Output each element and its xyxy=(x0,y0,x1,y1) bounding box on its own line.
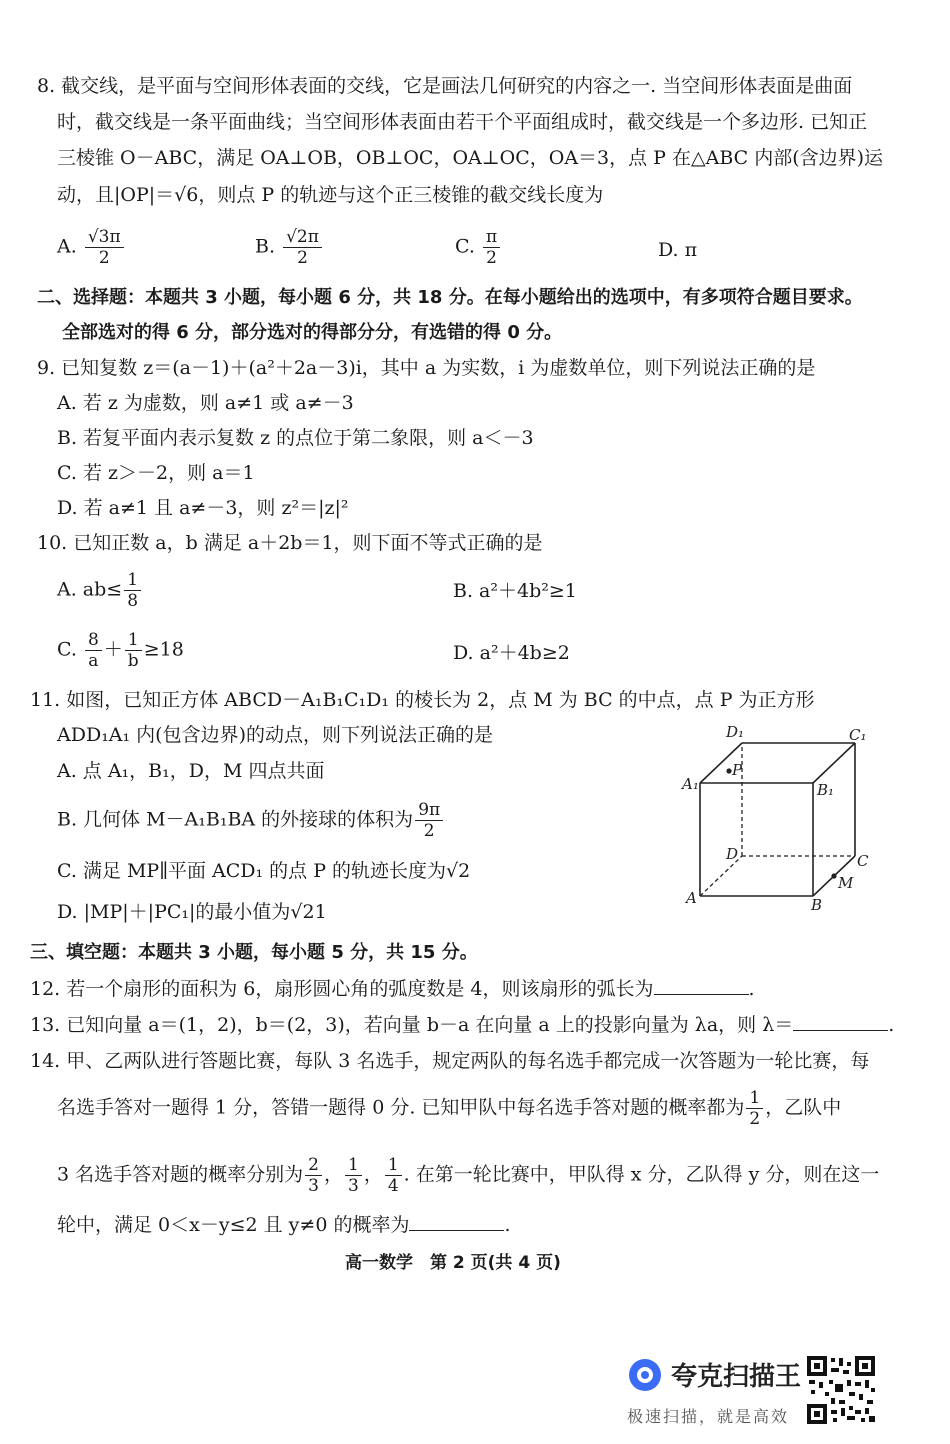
q10-option-c: C. $\frac{8}{a}$ ＋ $\frac{1}{b}$ ≥18 xyxy=(57,630,184,671)
brand-name: 夸克扫描王 xyxy=(671,1362,802,1392)
q14-line1: 14. 甲、乙两队进行答题比赛，每队 3 名选手，规定两队的每名选手都完成一次答题为一轮比赛，每 xyxy=(30,1050,870,1072)
q9-option-a: A. 若 z 为虚数，则 a≠1 或 a≠－3 xyxy=(57,392,354,414)
label-a1: A₁ xyxy=(682,775,699,793)
label-d: D xyxy=(726,845,739,863)
cube-figure xyxy=(675,718,875,918)
q10-option-d: D. a²＋4b≥2 xyxy=(453,642,570,664)
label-a: A xyxy=(686,889,697,907)
q11-option-a: A. 点 A₁，B₁，D，M 四点共面 xyxy=(57,760,325,782)
q12: 12. 若一个扇形的面积为 6，扇形圆心角的弧度数是 4，则该扇形的弧长为 . xyxy=(30,978,755,1000)
q8-line3: 三棱锥 O－ABC，满足 OA⊥OB，OB⊥OC，OA⊥OC，OA＝3，点 P 在△ABC 内部(含边界)运 xyxy=(57,147,884,169)
q11-line2: ADD₁A₁ 内(包含边界)的动点，则下列说法正确的是 xyxy=(57,724,494,746)
label-m: M xyxy=(838,874,854,892)
q8-option-a: A. $\frac{√3\pi}{2}$ xyxy=(57,227,126,268)
q9-option-c: C. 若 z＞－2，则 a＝1 xyxy=(57,462,255,484)
q8-option-c: C. $\frac{\pi}{2}$ xyxy=(455,227,502,268)
page-footer: 高一数学 第 2 页(共 4 页) xyxy=(345,1253,561,1273)
q11-option-c: C. 满足 MP∥平面 ACD₁ 的点 P 的轨迹长度为√2 xyxy=(57,860,471,882)
q10-option-b: B. a²＋4b²≥1 xyxy=(453,580,577,602)
qr-code-icon xyxy=(805,1354,877,1426)
point-m xyxy=(831,873,836,878)
q14-line4: 轮中，满足 0＜x－y≤2 且 y≠0 的概率为 . xyxy=(57,1214,511,1236)
label-c: C xyxy=(857,852,869,870)
q11-option-d: D. |MP|＋|PC₁|的最小值为√21 xyxy=(57,901,327,923)
quark-logo-icon xyxy=(627,1357,663,1393)
section2-subtitle: 全部选对的得 6 分，部分选对的得部分分，有选错的得 0 分。 xyxy=(62,322,563,343)
label-b1: B₁ xyxy=(817,781,835,799)
point-p xyxy=(726,768,731,773)
label-d1: D₁ xyxy=(726,723,745,741)
q11-option-b: B. 几何体 M－A₁B₁BA 的外接球的体积为 $\frac{9\pi}{2}$ xyxy=(57,800,445,841)
section3-title: 三、填空题：本题共 3 小题，每小题 5 分，共 15 分。 xyxy=(30,942,478,963)
q8-option-d: D. π xyxy=(658,239,698,261)
q14-answer-blank[interactable] xyxy=(409,1212,504,1231)
q8-line2: 时，截交线是一条平面曲线；当空间形体表面由若干个平面组成时，截交线是一个多边形. 已知正 xyxy=(57,111,868,133)
label-c1: C₁ xyxy=(849,726,867,744)
q14-line2: 名选手答对一题得 1 分，答错一题得 0 分. 已知甲队中每名选手答对题的概率都为 $\frac{1}{2}$ ，乙队中 xyxy=(57,1088,842,1129)
label-p: P xyxy=(732,761,743,779)
edge-b1-c1 xyxy=(813,743,855,783)
section2-title: 二、选择题：本题共 3 小题，每小题 6 分，共 18 分。在每小题给出的选项中，有多项符合题目要求。 xyxy=(37,287,863,308)
q13-answer-blank[interactable] xyxy=(793,1012,888,1031)
q11-line1: 11. 如图，已知正方体 ABCD－A₁B₁C₁D₁ 的棱长为 2，点 M 为 BC 的中点，点 P 为正方形 xyxy=(30,689,815,711)
q9-option-b: B. 若复平面内表示复数 z 的点位于第二象限，则 a＜－3 xyxy=(57,427,534,449)
scanner-brand xyxy=(627,1356,801,1393)
q8-option-b: B. $\frac{√2\pi}{2}$ xyxy=(255,227,324,268)
label-b: B xyxy=(811,896,823,914)
scanner-slogan: 极速扫描，就是高效 xyxy=(627,1407,790,1426)
q10-option-a: A. ab≤ $\frac{1}{8}$ xyxy=(57,570,143,611)
q10-stem: 10. 已知正数 a，b 满足 a＋2b＝1，则下面不等式正确的是 xyxy=(37,532,543,554)
q9-stem: 9. 已知复数 z＝(a－1)＋(a²＋2a－3)i，其中 a 为实数，i 为虚数单位，则下列说法正确的是 xyxy=(37,357,816,379)
q13: 13. 已知向量 a＝(1，2)，b＝(2，3)，若向量 b－a 在向量 a 上的投影向量为 λa，则 λ＝ . xyxy=(30,1014,895,1036)
q9-option-d: D. 若 a≠1 且 a≠－3，则 z²＝|z|² xyxy=(57,497,349,519)
q14-line3: 3 名选手答对题的概率分别为 $\frac{2}{3}$ ， $\frac{1}{3}$ ， $\frac{1}{4}$ . 在第一轮比赛中，甲队得 x 分，乙队得 y 分，则在这一 xyxy=(57,1155,880,1196)
q8-line4: 动，且|OP|＝√6，则点 P 的轨迹与这个正三棱锥的截交线长度为 xyxy=(57,184,604,206)
q8-line1: 8. 截交线，是平面与空间形体表面的交线，它是画法几何研究的内容之一. 当空间形体表面是曲面 xyxy=(37,75,853,97)
q12-answer-blank[interactable] xyxy=(654,976,749,995)
